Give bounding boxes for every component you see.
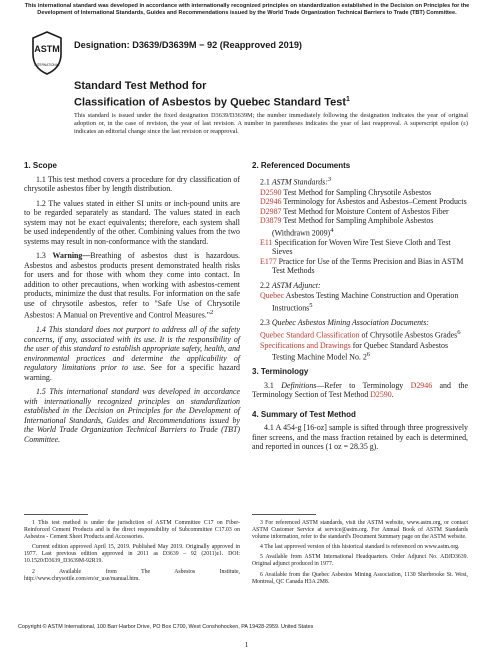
reference-item: D2987 Test Method for Moisture Content of Asbestos Fiber xyxy=(260,206,449,216)
svg-text:ASTM: ASTM xyxy=(34,44,60,54)
reference-link[interactable]: D2946 xyxy=(260,197,282,207)
footnote-ref-2[interactable]: 2 xyxy=(210,309,214,316)
footnote: 3 For referenced ASTM standards, visit the ASTM website, www.astm.org, or contact ASTM Customer Service at service@astm.org. For Annual Book of ASTM Standards volume information, refer to the standard's Document Summary page on the ASTM website. xyxy=(252,520,468,541)
reference-link[interactable]: E177 xyxy=(260,256,277,266)
section-heading-summary: 4. Summary of Test Method xyxy=(252,409,356,419)
designation: Designation: D3639/D3639M − 92 (Reapproved 2019) xyxy=(74,40,302,50)
footnote-divider xyxy=(252,514,316,515)
section-heading-referenced-documents: 2. Referenced Documents xyxy=(252,161,351,170)
issued-note: This standard is issued under the fixed designation D3639/D3639M; the number immediately following the designation indicates the year of original adoption or, in the case of revision, the year of last revision. A number in parentheses indicates the year of last reapproval. A superscript epsilon (ε) indicates an editorial change since the last revision or reapproval. xyxy=(74,112,468,135)
reference-link[interactable]: D2590 xyxy=(260,187,282,197)
astm-standards-heading: 2.1 ASTM Standards:$^3$ xyxy=(260,175,332,187)
paragraph-1-2: 1.2 The values stated in either SI units or inch-pound units are to be regarded separately as standard. The values stated in each system may not be exact equivalents; therefore, each system shall be used independently of the other. Combining values from the two systems may result in non-conformance with the standard. xyxy=(24,198,240,246)
astm-adjunct-heading: 2.2 ASTM Adjunct: xyxy=(260,280,321,290)
footnote-ref-6[interactable]: 6 xyxy=(457,329,461,337)
footnotes-right xyxy=(252,520,468,589)
reference-item: Specifications and Drawings for Quebec Standard Asbestos Testing Machine Model No. $2^6$ xyxy=(260,340,449,362)
reference-item: E177 Practice for Use of the Terms Precision and Bias in ASTM Test Methods xyxy=(260,256,464,276)
footnote-ref-5[interactable]: 5 xyxy=(309,301,313,309)
reference-link[interactable]: Specifications and Drawings xyxy=(260,340,351,350)
footnote-ref-3[interactable]: 3 xyxy=(327,175,332,183)
paragraph-4-1: 4.1 A 454-g [16-oz] sample is sifted through three progressively finer screens, and the mass fraction retained by each is determined, and reported in ounces (1 oz = 28.35 g). xyxy=(252,423,468,452)
document-title xyxy=(74,80,350,110)
footnote: 2 Available from The Asbestos Institute, http://www.chrysotile.com/en/sr_use/manual.htm. xyxy=(24,568,240,582)
footnote: 4 The last approved version of this historical standard is referenced on www.astm.org. xyxy=(260,544,460,551)
footnote-ref-4[interactable]: 4 xyxy=(330,226,334,234)
footnotes-left xyxy=(24,520,240,586)
reference-link[interactable]: E11 xyxy=(260,237,273,247)
reference-item: Quebec Asbestos Testing Machine Construction and Operation Instructions$^5$ xyxy=(260,291,459,313)
footnote: Current edition approved April 15, 2019. Published May 2019. Originally approved in 1977. Last previous edition approved in 2011 as D3639 – 92 (2011)ε1. DOI: 10.1520/D3639_D3639M-92R19. xyxy=(24,544,240,565)
footnote-divider xyxy=(24,514,88,515)
section-heading-scope: 1. Scope xyxy=(24,161,57,170)
title-line-2: Classification of Asbestos by Quebec Standard Test xyxy=(74,96,347,109)
reference-item: D2946 Terminology for Asbestos and Asbestos–Cement Products xyxy=(260,197,467,207)
astm-logo-icon xyxy=(30,30,64,76)
reference-link[interactable]: Quebec xyxy=(260,291,285,301)
reference-item: Quebec Standard Classification of Chrysotile Asbestos Grades$^6$ xyxy=(260,329,461,340)
qama-documents-heading: 2.3 Quebec Asbestos Mining Association Documents: xyxy=(260,317,429,327)
paragraph-1-4: 1.4 This standard does not purport to address all of the safety concerns, if any, associated with its use. It is the responsibility of the user of this standard to establish appropriate safety, health, and environmental practices and determine the applicability of regulatory limitations prior to use. See for a specific hazard warning. xyxy=(24,325,240,382)
tbt-notice: This international standard was developed in accordance with internationally recognized principles on standardization established in the Decision on Principles for the Development of International Standards, Guides and Recommendations issued by the World Trade Organization Technical Barriers to Trade (TBT) Committee. xyxy=(24,3,470,16)
warning-label: Warning— xyxy=(52,251,91,260)
reference-link[interactable]: D3879 xyxy=(260,216,282,226)
reference-link[interactable]: Quebec Standard Classification xyxy=(260,331,360,340)
reference-item: D3879 Test Method for Sampling Amphibole Asbestos (Withdrawn 2009)$^4$ xyxy=(260,216,434,238)
title-footnote-ref[interactable]: 1 xyxy=(346,96,350,103)
logo-text: INTERNATIONAL xyxy=(34,63,60,67)
right-column xyxy=(252,161,468,457)
copyright-footer: Copyright © ASTM International, 100 Barr Harbor Drive, PO Box C700, West Conshohocken, PA 19428-2959. United States xyxy=(18,624,314,630)
left-column xyxy=(24,161,240,449)
paragraph-1-3: 1.3 Warning—Breathing of asbestos dust is hazardous. Asbestos and asbestos products present demonstrated health risks for users and for those with whom they come into contact. In addition to other precautions, when working with asbestos-cement products, minimize the dust that results. For information on the safe use of chrysotile asbestos, refer to "Safe Use of Chrysotile Asbestos: A Manual on Preventive and Control Measures."$^2$ xyxy=(24,251,240,320)
paragraph-3-1: 3.1 Definitions—Refer to Terminology D2946 and the Terminology Section of Test Method D2590. xyxy=(252,380,468,400)
page-number: 1 xyxy=(244,640,249,649)
paragraph-1-1: 1.1 This test method covers a procedure for dry classification of chrysotile asbestos fiber by length distribution. xyxy=(24,174,240,193)
footnote: 1 This test method is under the jurisdiction of ASTM Committee C17 on Fiber-Reinforced Cement Products and is the direct responsibility of Subcommittee C17.03 on Asbestos - Cement Sheet Products and Accessories. xyxy=(24,520,240,541)
reference-item: E11 Specification for Woven Wire Test Sieve Cloth and Test Sieves xyxy=(260,237,451,257)
reference-item: D2590 Test Method for Sampling Chrysotile Asbestos xyxy=(260,187,432,197)
footnote: 6 Available from the Quebec Asbestos Mining Association, 1130 Sherbrooke St. West, Montreal, QC Canada H3A 2M8. xyxy=(252,571,468,585)
reference-link[interactable]: D2946 xyxy=(410,380,433,390)
paragraph-1-5: 1.5 This international standard was developed in accordance with internationally recognized principles on standardization established in the Decision on Principles for the Development of International Standards, Guides and Recommendations issued by the World Trade Organization Technical Barriers to Trade (TBT) Committee. xyxy=(24,387,240,444)
footnote: 5 Available from ASTM International Headquarters. Order Adjunct No. ADJD3639. Original adjunct produced in 1977. xyxy=(252,554,468,568)
section-heading-terminology: 3. Terminology xyxy=(252,367,309,377)
title-line-1: Standard Test Method for xyxy=(74,80,207,92)
reference-link[interactable]: D2987 xyxy=(260,206,282,216)
reference-link[interactable]: D2590 xyxy=(370,390,392,400)
footnote-ref-6[interactable]: 6 xyxy=(366,351,371,358)
